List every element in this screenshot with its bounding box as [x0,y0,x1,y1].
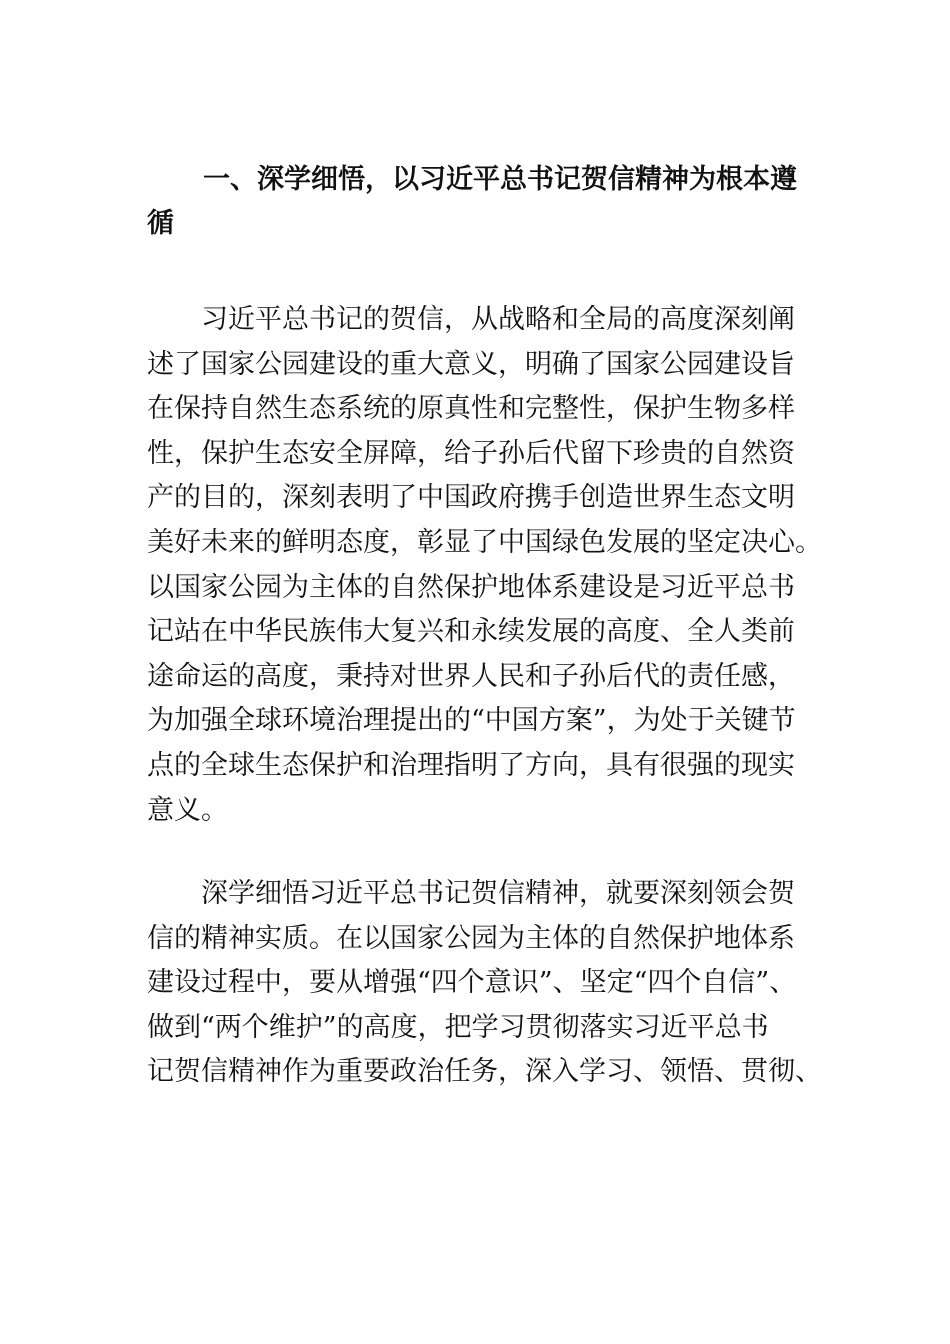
paragraph-line: 为加强全球环境治理提出的“中国方案”，为处于关键节 [147,705,796,737]
body-paragraph [147,872,827,1095]
paragraph-line: 深学细悟习近平总书记贺信精神，就要深刻领会贺 [201,878,795,909]
paragraph-line: 意义。 [147,794,228,826]
section-heading [147,158,807,246]
paragraph-line: 在保持自然生态系统的原真性和完整性，保护生物多样 [147,393,795,425]
paragraph-line: 述了国家公园建设的重大意义，明确了国家公园建设旨 [147,348,795,380]
paragraph-line: 途命运的高度，秉持对世界人民和子孙后代的责任感， [147,660,795,692]
paragraph-line: 美好未来的鲜明态度，彰显了中国绿色发展的坚定决心。 [147,526,822,558]
paragraph-line: 做到“两个维护”的高度，把学习贯彻落实习近平总书 [147,1011,769,1043]
paragraph-line: 建设过程中，要从增强“四个意识”、坚定“四个自信”、 [147,967,797,999]
paragraph-line: 以国家公园为主体的自然保护地体系建设是习近平总书 [147,571,795,603]
heading-line: 循 [147,208,174,239]
paragraph-line: 性，保护生态安全屏障，给子孙后代留下珍贵的自然资 [147,437,795,469]
paragraph-line: 点的全球生态保护和治理指明了方向，具有很强的现实 [147,749,795,781]
body-paragraph [147,298,827,833]
paragraph-line: 习近平总书记的贺信，从战略和全局的高度深刻阐 [201,304,795,335]
paragraph-line: 产的目的，深刻表明了中国政府携手创造世界生态文明 [147,482,795,514]
heading-line: 一、深学细悟，以习近平总书记贺信精神为根本遵 [203,164,797,195]
paragraph-line: 信的精神实质。在以国家公园为主体的自然保护地体系 [147,922,795,954]
paragraph-line: 记站在中华民族伟大复兴和永续发展的高度、全人类前 [147,616,795,648]
paragraph-line: 记贺信精神作为重要政治任务，深入学习、领悟、贯彻、 [147,1056,822,1088]
